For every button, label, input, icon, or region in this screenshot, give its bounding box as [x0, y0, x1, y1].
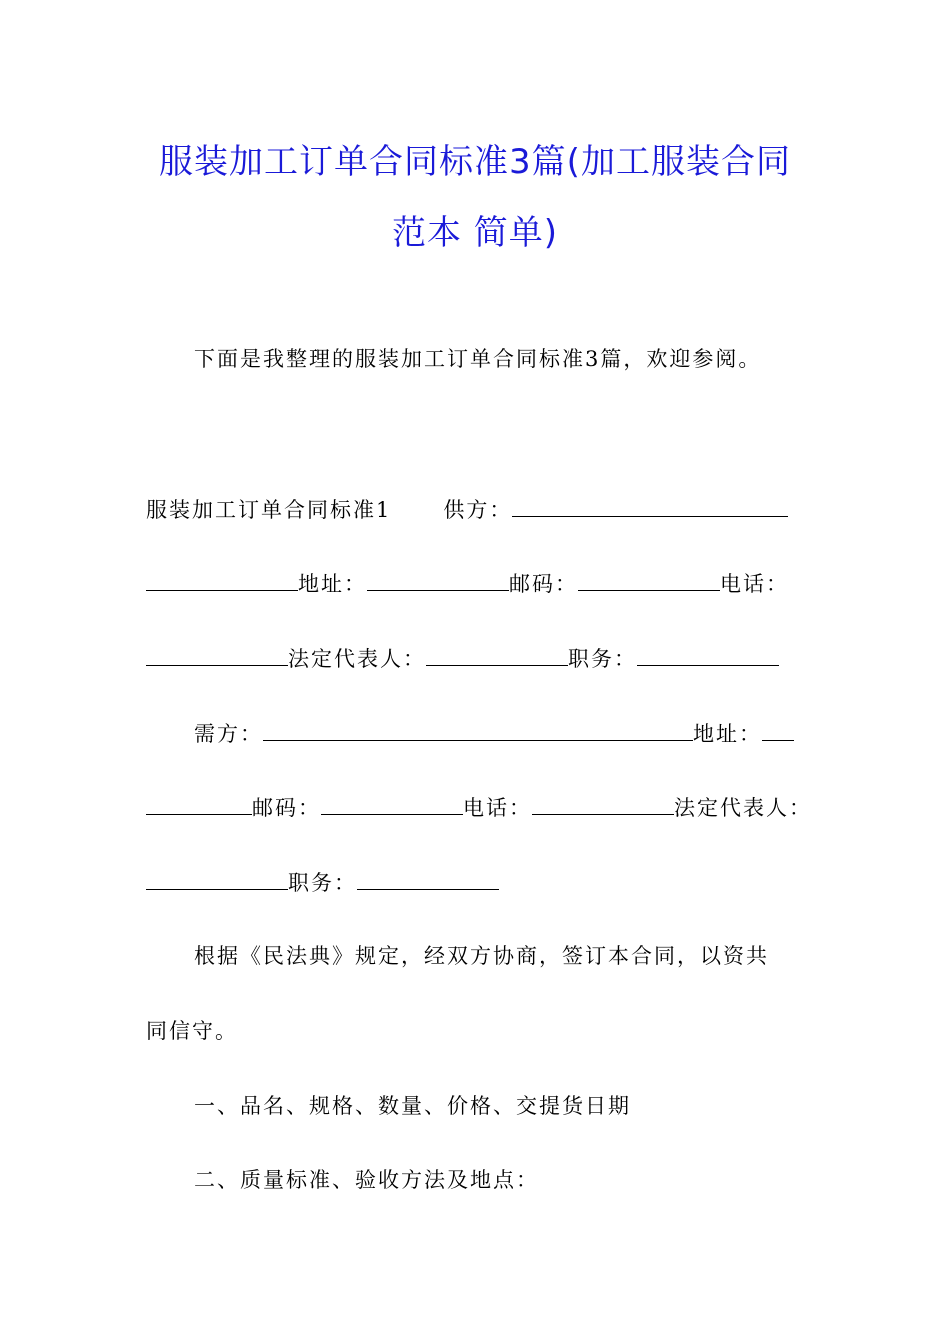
contract-line-supplier: [146, 494, 788, 525]
supplier-rep-blank: [426, 643, 568, 666]
supplier-blank: [512, 494, 788, 517]
document-title-line-2: 范本 简单): [391, 213, 559, 253]
supplier-phone-label: 电话：: [720, 572, 789, 596]
section-2-heading: 二、质量标准、验收方法及地点：: [194, 1168, 539, 1192]
contract-heading: 服装加工订单合同标准1: [146, 498, 392, 522]
buyer-label: 需方：: [194, 722, 263, 746]
intro-paragraph: 下面是我整理的服装加工订单合同标准3篇，欢迎参阅。: [194, 347, 762, 371]
supplier-label: 供方：: [443, 498, 513, 522]
contract-line-buyer-position: [146, 867, 499, 898]
supplier-address-blank: [367, 568, 509, 591]
supplier-postcode-label: 邮码：: [509, 572, 578, 596]
buyer-address-blank-end: [146, 792, 252, 815]
contract-line-buyer: [194, 718, 794, 749]
buyer-rep-label: 法定代表人：: [674, 796, 812, 820]
supplier-rep-label: 法定代表人：: [288, 647, 426, 671]
supplier-position-blank: [637, 643, 779, 666]
contract-line-supplier-address: [146, 568, 789, 599]
contract-line-buyer-address: [146, 792, 812, 823]
buyer-address-blank-start: [762, 718, 794, 741]
buyer-rep-blank: [146, 867, 288, 890]
supplier-phone-blank: [146, 643, 288, 666]
supplier-postcode-blank: [578, 568, 720, 591]
buyer-blank: [263, 718, 693, 741]
buyer-position-label: 职务：: [288, 871, 357, 895]
contract-line-supplier-rep: [146, 643, 779, 674]
buyer-phone-blank: [532, 792, 674, 815]
document-title-line-1: 服装加工订单合同标准3篇(加工服装合同: [159, 142, 791, 182]
buyer-postcode-blank: [321, 792, 463, 815]
buyer-position-blank: [357, 867, 499, 890]
buyer-address-label: 地址：: [693, 722, 762, 746]
section-1-heading: 一、品名、规格、数量、价格、交提货日期: [194, 1094, 631, 1118]
supplier-address-lead-blank: [146, 568, 298, 591]
supplier-position-label: 职务：: [568, 647, 637, 671]
supplier-address-label: 地址：: [298, 572, 367, 596]
basis-paragraph-line-2: 同信守。: [146, 1019, 238, 1043]
buyer-phone-label: 电话：: [463, 796, 532, 820]
buyer-postcode-label: 邮码：: [252, 796, 321, 820]
basis-paragraph-line-1: 根据《民法典》规定，经双方协商，签订本合同，以资共: [194, 944, 769, 968]
